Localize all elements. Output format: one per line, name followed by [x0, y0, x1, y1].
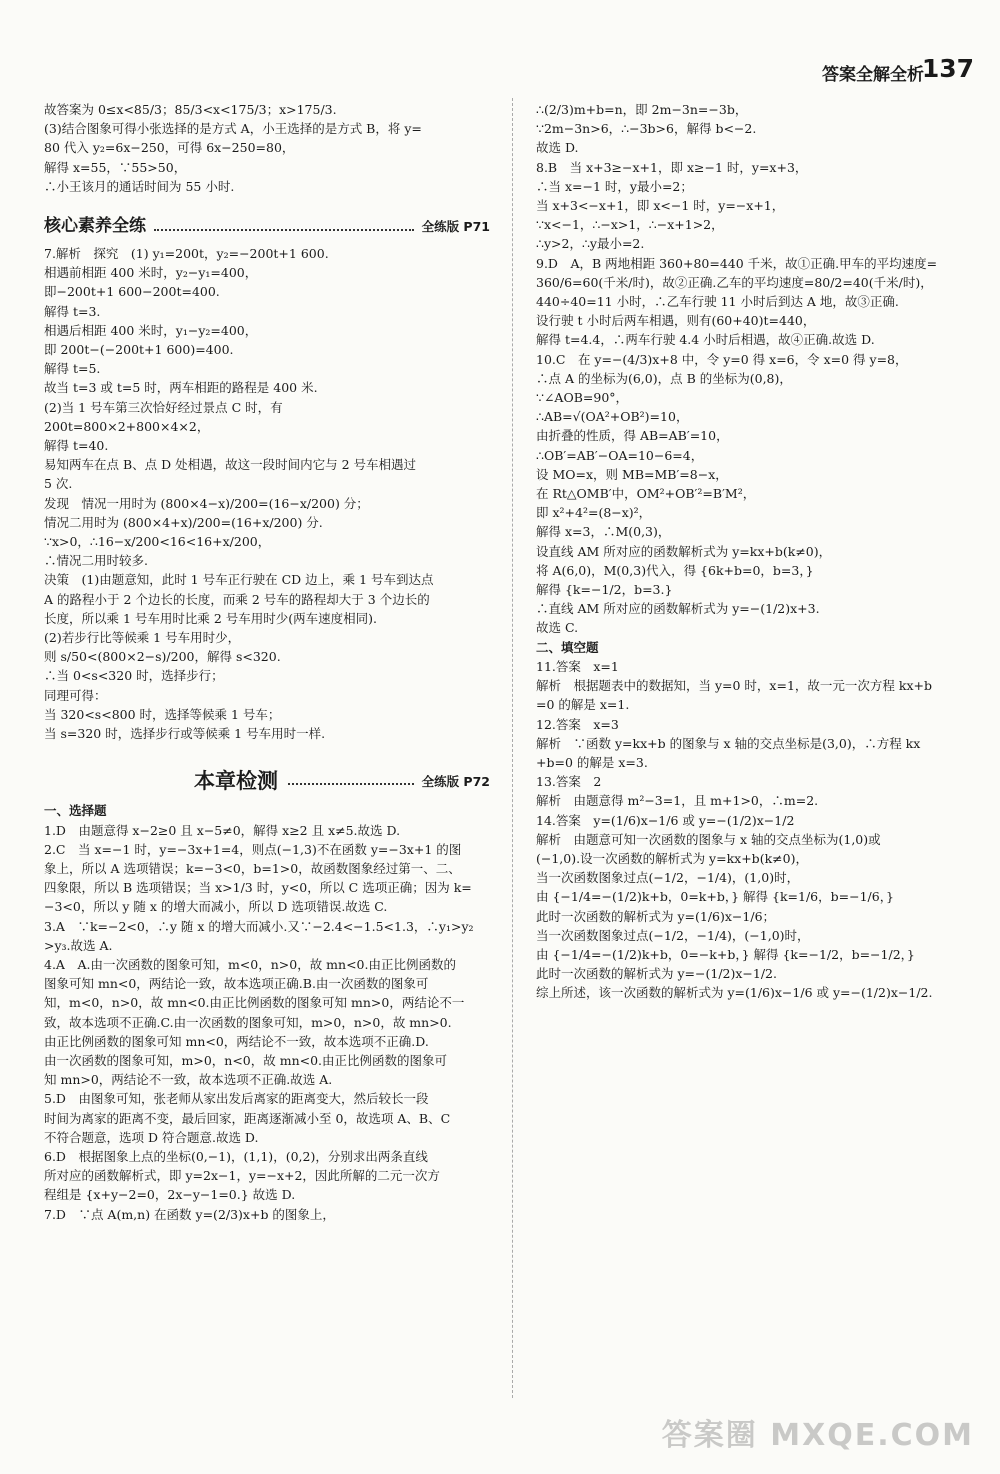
text-line: 解得 x=3，∴M(0,3)，	[536, 524, 671, 540]
text-line: 即−200t+1 600−200t=400.	[44, 284, 220, 300]
text-line: 11.答案 x=1	[536, 658, 619, 674]
text-line: 解得 {k=−1/2，b=3.}	[536, 582, 673, 598]
text-line: 即 200t−(−200t+1 600)=400.	[44, 342, 234, 358]
text-line: 综上所述，该一次函数的解析式为 y=(1/6)x−1/6 或 y=−(1/2)x−1/2.	[536, 985, 933, 1001]
text-line: A 的路程小于 2 个边长的长度，而乘 2 号车的路程却大于 3 个边长的	[44, 591, 430, 607]
text-line: >y₃.故选 A.	[44, 937, 113, 953]
text-line: 故选 D.	[536, 140, 579, 156]
text-line: 14.答案 y=(1/6)x−1/6 或 y=−(1/2)x−1/2	[536, 812, 795, 828]
text-line: 不符合题意，选项 D 符合题意.故选 D.	[44, 1129, 259, 1145]
text-line: ∴当 0<s<320 时，选择步行；	[44, 668, 224, 684]
text-line: 致，故本选项不正确.C.由一次函数的图象可知，m>0，n>0，故 mn>0.	[44, 1014, 452, 1030]
text-line: 时间为离家的距离不变，最后回家，距离逐渐减小至 0，故选项 A、B、C	[44, 1110, 451, 1126]
text-line: 长度，所以乘 1 号车用时比乘 2 号车用时少(两车速度相同).	[44, 610, 378, 626]
chapter-heading	[44, 761, 490, 791]
text-line: 解得 x=55，∵55>50，	[44, 159, 187, 175]
answer-block-4	[536, 100, 966, 638]
text-line: 此时一次函数的解析式为 y=−(1/2)x−1/2.	[536, 966, 777, 982]
text-line: (3)结合图象可得小张选择的是方式 A，小王选择的是方式 B，将 y=	[44, 121, 422, 137]
text-line: −3<0，所以 y 随 x 的增大而减小，所以 D 选项错误.故选 C.	[44, 899, 388, 915]
text-line: 由 {−1/4=−(1/2)k+b，0=k+b，} 解得 {k=1/6，b=−1/6，}	[536, 889, 894, 905]
text-line: ∴(2/3)m+b=n，即 2m−3n=−3b，	[536, 102, 748, 117]
text-line: 情况二用时为 (800×4+x)/200=(16+x/200) 分.	[44, 514, 323, 530]
answer-block-3	[44, 821, 490, 1224]
subheading-choice: 一、选择题	[44, 803, 107, 819]
text-line: 3.A ∵k=−2<0，∴y 随 x 的增大而减小.又∵−2.4<−1.5<1.3，∴y₁>y₂	[44, 918, 474, 934]
text-line: (2)若步行比等候乘 1 号车用时少，	[44, 630, 241, 646]
answer-block-1	[44, 100, 490, 196]
text-line: ∵∠AOB=90°，	[536, 390, 629, 406]
text-line: ∴OB′=AB′−OA=10−6=4，	[536, 447, 704, 463]
text-line: ∴y>2，∴y最小=2.	[536, 236, 645, 252]
text-line: ∴情况二用时较多.	[44, 553, 148, 569]
text-line: 相遇后相距 400 米时，y₁−y₂=400，	[44, 322, 258, 338]
text-line: ∴AB=√(OA²+OB²)=10，	[536, 409, 689, 425]
text-line: 图象可知 mn<0，两结论一致，故本选项正确.B.由一次函数的图象可	[44, 976, 429, 992]
text-line: 知 mn>0，两结论不一致，故本选项不正确.故选 A.	[44, 1072, 333, 1088]
text-line: 12.答案 x=3	[536, 716, 619, 732]
text-line: 发现 情况一用时为 (800×4−x)/200=(16−x/200) 分；	[44, 495, 369, 511]
text-line: 程组是 {x+y−2=0，2x−y−1=0.} 故选 D.	[44, 1187, 296, 1203]
text-line: 四象限，所以 B 选项错误；当 x>1/3 时，y<0，所以 C 选项正确；因为 k=	[44, 880, 472, 896]
text-line: (−1,0).设一次函数的解析式为 y=kx+b(k≠0)，	[536, 850, 808, 866]
text-line: 故选 C.	[536, 620, 579, 636]
text-line: (2)当 1 号车第三次恰好经过景点 C 时，有	[44, 399, 283, 415]
subheading-fill: 二、填空题	[536, 639, 599, 655]
text-line: 当 320<s<800 时，选择等候乘 1 号车；	[44, 706, 281, 722]
text-line: 此时一次函数的解析式为 y=(1/6)x−1/6；	[536, 908, 776, 924]
text-line: 解得 t=5.	[44, 361, 101, 377]
text-line: 即 x²+4²=(8−x)²，	[536, 505, 652, 521]
chapter-title: 本章检测	[194, 769, 278, 792]
answer-block-2	[44, 244, 490, 743]
text-line: ∴当 x=−1 时，y最小=2；	[536, 178, 693, 194]
text-line: 设 MO=x，则 MB=MB′=8−x，	[536, 466, 728, 482]
text-line: 2.C 当 x=−1 时，y=−3x+1=4，则点(−1,3)不在函数 y=−3x+1 的图	[44, 841, 462, 857]
text-line: 设直线 AM 所对应的函数解析式为 y=kx+b(k≠0)，	[536, 543, 832, 559]
text-line: 解得 t=4.4，∴两车行驶 4.4 小时后相遇，故④正确.故选 D.	[536, 332, 875, 348]
text-line: 解析 由题意可知一次函数的图象与 x 轴的交点坐标为(1,0)或	[536, 831, 881, 847]
text-line: 8.B 当 x+3≥−x+1，即 x≥−1 时，y=x+3，	[536, 159, 808, 175]
text-line: 知，m<0，n>0，故 mn<0.由正比例函数的图象可知 mn>0，两结论不一	[44, 995, 465, 1011]
page-number: 137	[921, 54, 974, 83]
text-line: 80 代入 y₂=6x−250，可得 6x−250=80，	[44, 140, 295, 156]
text-line: 解得 t=3.	[44, 303, 101, 319]
right-column	[536, 100, 966, 1003]
text-line: 当 x+3<−x+1，即 x<−1 时，y=−x+1，	[536, 198, 785, 214]
text-line: 易知两车在点 B、点 D 处相遇，故这一段时间内它与 2 号车相遇过	[44, 457, 417, 473]
text-line: ∴直线 AM 所对应的函数解析式为 y=−(1/2)x+3.	[536, 601, 820, 617]
text-line: 当 s=320 时，选择步行或等候乘 1 号车用时一样.	[44, 726, 326, 742]
text-line: 360/6=60(千米/时)，故②正确.乙车的平均速度=80/2=40(千米/时)，	[536, 274, 933, 290]
text-line: 200t=800×2+800×4×2，	[44, 418, 210, 434]
text-line: ∵x>0，∴16−x/200<16<16+x/200，	[44, 534, 271, 550]
text-line: 13.答案 2	[536, 774, 602, 790]
text-line: ∴小王该月的通话时间为 55 小时.	[44, 178, 235, 194]
text-line: ∵2m−3n>6，∴−3b>6，解得 b<−2.	[536, 121, 757, 137]
text-line: 所对应的函数解析式，即 y=2x−1，y=−x+2，因此所解的二元一次方	[44, 1168, 440, 1184]
text-line: 故当 t=3 或 t=5 时，两车相距的路程是 400 米.	[44, 380, 318, 396]
section-title: 核心素养全练	[44, 215, 146, 236]
text-line: ∵x<−1，∴−x>1，∴−x+1>2，	[536, 217, 724, 233]
answer-block-5	[536, 657, 966, 1003]
section-ref: 全练版 P71	[421, 218, 490, 234]
section-heading	[44, 210, 490, 236]
text-line: 在 Rt△OMB′中，OM²+OB′²=B′M²，	[536, 486, 756, 502]
watermark: 答案圈 MXQE.COM	[661, 1418, 974, 1453]
text-line: 440÷40=11 小时，∴乙车行驶 11 小时后到达 A 地，故③正确.	[536, 294, 899, 310]
text-line: 解得 t=40.	[44, 438, 109, 454]
text-line: 相遇前相距 400 米时，y₂−y₁=400，	[44, 265, 258, 281]
text-line: +b=0 的解是 x=3.	[536, 754, 648, 770]
text-line: 由 {−1/4=−(1/2)k+b，0=−k+b，} 解得 {k=−1/2，b=−1/2，}	[536, 946, 915, 962]
header-title: 答案全解全析	[822, 65, 924, 85]
text-line: 6.D 根据图象上点的坐标(0,−1)，(1,1)，(0,2)，分别求出两条直线	[44, 1148, 428, 1164]
text-line: 9.D A，B 两地相距 360+80=440 千米，故①正确.甲车的平均速度=	[536, 255, 938, 271]
text-line: 解析 ∵函数 y=kx+b 的图象与 x 轴的交点坐标是(3,0)，∴方程 kx	[536, 735, 921, 751]
text-line: 7.解析 探究 (1) y₁=200t，y₂=−200t+1 600.	[44, 246, 329, 262]
text-line: 由折叠的性质，得 AB=AB′=10，	[536, 428, 729, 444]
text-line: 由一次函数的图象可知，m>0，n<0，故 mn<0.由正比例函数的图象可	[44, 1052, 448, 1068]
text-line: 故答案为 0≤x<85/3；85/3<x<175/3；x>175/3.	[44, 102, 337, 117]
text-line: 同理可得：	[44, 687, 107, 703]
text-line: 10.C 在 y=−(4/3)x+8 中，令 y=0 得 x=6，令 x=0 得 y=8，	[536, 351, 908, 367]
text-line: 当一次函数图象过点(−1/2，−1/4)，(−1,0)时，	[536, 927, 810, 943]
text-line: 1.D 由题意得 x−2≥0 且 x−5≠0，解得 x≥2 且 x≠5.故选 D.	[44, 822, 401, 838]
text-line: 设行驶 t 小时后两车相遇，则有(60+40)t=440，	[536, 313, 816, 329]
text-line: 则 s/50<(800×2−s)/200，解得 s<320.	[44, 649, 281, 665]
text-line: 解析 根据题表中的数据知，当 y=0 时，x=1，故一元一次方程 kx+b	[536, 678, 932, 694]
dotted-leader	[288, 783, 414, 785]
text-line: 决策 (1)由题意知，此时 1 号车正行驶在 CD 边上，乘 1 号车到达点	[44, 572, 434, 588]
text-line: 象上，所以 A 选项错误；k=−3<0，b=1>0，故函数图象经过第一、二、	[44, 860, 461, 876]
column-divider	[512, 98, 513, 1398]
text-line: 由正比例函数的图象可知 mn<0，两结论不一致，故本选项不正确.D.	[44, 1033, 429, 1049]
text-line: 4.A A.由一次函数的图象可知，m<0，n>0，故 mn<0.由正比例函数的	[44, 956, 456, 972]
text-line: 解析 由题意得 m²−3=1，且 m+1>0，∴m=2.	[536, 793, 819, 809]
text-line: ∴点 A 的坐标为(6,0)，点 B 的坐标为(0,8)，	[536, 370, 792, 386]
left-column	[44, 100, 490, 1224]
text-line: 5 次.	[44, 476, 73, 492]
dotted-leader	[154, 229, 414, 231]
chapter-ref: 全练版 P72	[421, 774, 490, 790]
text-line: 将 A(6,0)，M(0,3)代入，得 {6k+b=0，b=3，}	[536, 562, 814, 578]
text-line: 7.D ∵点 A(m,n) 在函数 y=(2/3)x+b 的图象上，	[44, 1206, 335, 1222]
text-line: 当一次函数图象过点(−1/2，−1/4)，(1,0)时，	[536, 870, 800, 886]
text-line: 5.D 由图象可知，张老师从家出发后离家的距离变大，然后较长一段	[44, 1091, 429, 1107]
text-line: =0 的解是 x=1.	[536, 697, 630, 713]
